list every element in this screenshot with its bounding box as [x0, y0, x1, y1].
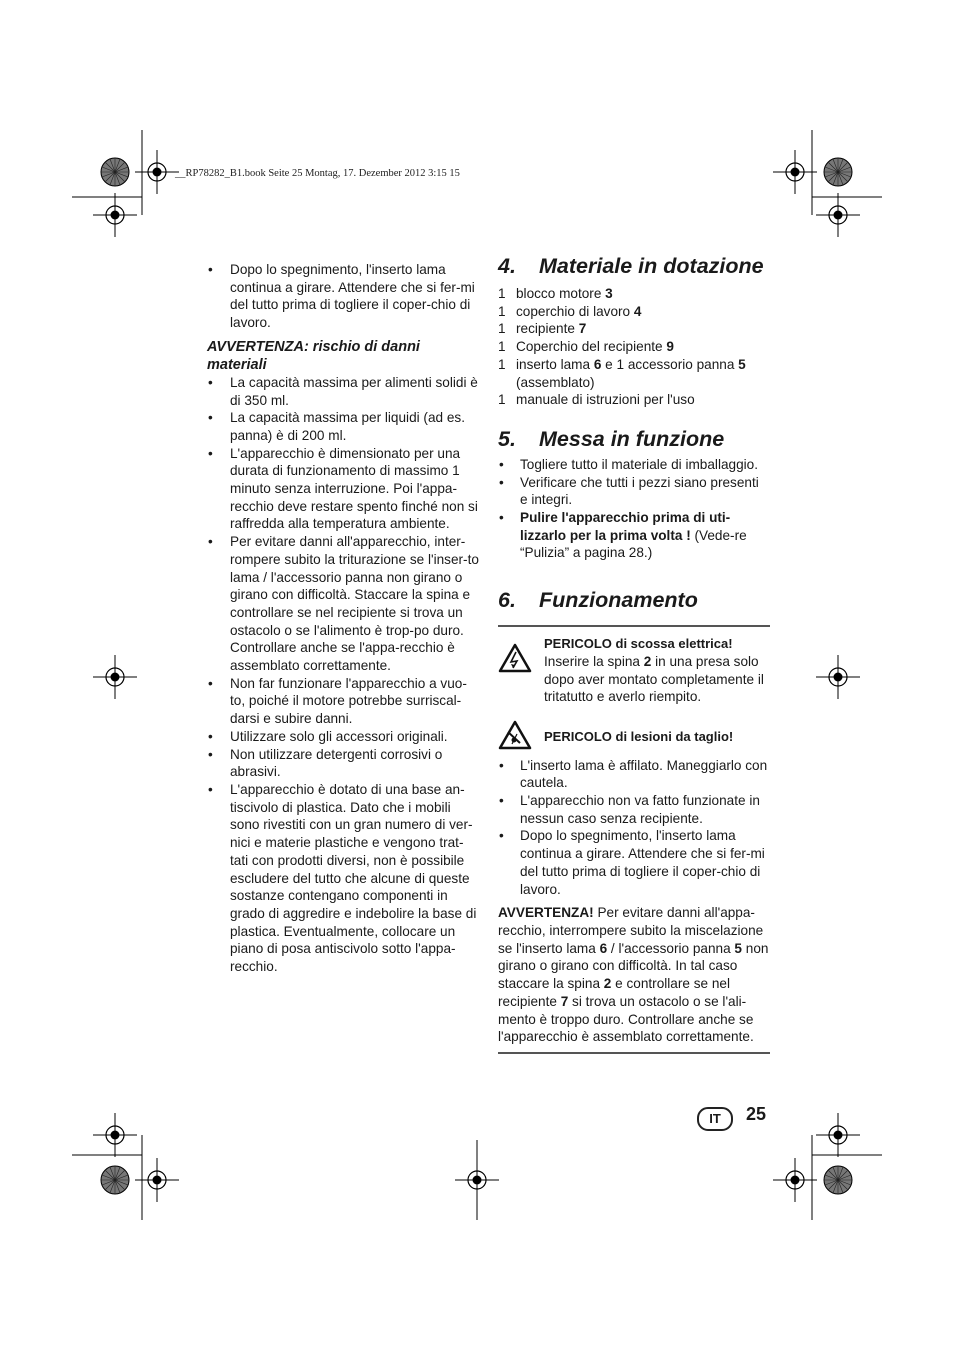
language-badge: IT — [697, 1107, 733, 1131]
electric-danger-notice — [498, 635, 770, 706]
page-number: 25 — [746, 1104, 767, 1124]
list-item: • La capacità massima per liquidi (ad es. panna) è di 200 ml. — [207, 409, 479, 444]
list-item: • Per evitare danni all'apparecchio, inter-rompere subito la triturazione se l'inser-to lama / l'accessorio panna non girano o girano con difficoltà. Staccare la spina e controllare se nel recipiente si trova un ostacolo o se l'alimento è trop-po duro. Controllare anche se l'appa-recchio è assemblato correttamente. — [207, 533, 479, 675]
section-number: 6. — [498, 588, 516, 613]
list-item: • L'apparecchio è dotato di una base an-tiscivolo di plastica. Dato che i mobili sono rivestiti con un gran numero di ver-nici e materie plastiche e vengono trat-tati con prodotti diversi, non è possibile escludere del tutto che alcune di queste sostanze contengano componenti in grado di aggredire e indebolire la base di plastica. Eventualmente, collocare un piano di posa antiscivolo sotto l'appa-recchio. — [207, 781, 479, 976]
list-item: • Dopo lo spegnimento, l'inserto lama continua a girare. Attendere che si fer-mi del tutto prima di togliere il coper-chio di lavoro. — [498, 827, 770, 898]
section-heading — [498, 256, 770, 277]
cut-injury-warning-icon — [498, 720, 544, 755]
registration-cross-mark — [773, 150, 817, 194]
list-item: • L'apparecchio non va fatto funzionate in nessun caso senza recipiente. — [498, 792, 770, 827]
warning-paragraph: AVVERTENZA! Per evitare danni all'appa-recchio, interrompere subito la miscelazione se l'inserto lama 6 / l'accessorio panna 5 non girano o girano con difficoltà. In tal caso staccare la spina 2 e controllare se nel recipiente 7 si trova un ostacolo o se l'ali-mento è troppo duro. Controllare anche se l'apparecchio è assemblato correttamente. — [498, 905, 769, 1045]
registration-star-mark — [824, 158, 852, 186]
contents-list — [498, 285, 770, 409]
danger-title: PERICOLO di scossa elettrica! — [544, 636, 733, 652]
section-heading — [498, 426, 770, 451]
left-column — [207, 261, 479, 976]
danger-title: PERICOLO di lesioni da taglio! — [544, 729, 734, 745]
section-funzionamento — [498, 590, 770, 1054]
list-item: • L'inserto lama è affilato. Maneggiarlo con cautela. — [498, 757, 770, 792]
bullet-list — [207, 261, 479, 332]
section-title: Materiale in dotazione — [539, 254, 764, 278]
registration-cross-mark — [93, 655, 137, 699]
registration-cross-mark — [773, 1158, 817, 1202]
bullet-list — [498, 456, 770, 562]
bullet-list — [207, 374, 479, 976]
list-item: • Verificare che tutti i pezzi siano presenti e integri. — [498, 474, 770, 509]
right-column — [498, 256, 770, 1074]
registration-cross-mark — [816, 1113, 860, 1157]
list-item: • L'apparecchio è dimensionato per una durata di funzionamento di massimo 1 minuto senza interruzione. Poi l'appa-recchio deve restare spento finché non si raffredda alla temperatura ambiente. — [207, 445, 479, 534]
list-item: 1 coperchio di lavoro 4 — [498, 303, 642, 319]
electric-shock-warning-icon — [498, 635, 544, 706]
bullet-list — [498, 757, 770, 899]
list-item: • La capacità massima per alimenti solidi è di 350 ml. — [207, 374, 479, 409]
print-file-info: __RP78282_B1.book Seite 25 Montag, 17. Dezember 2012 3:15 15 — [175, 168, 460, 179]
registration-cross-mark — [816, 193, 860, 237]
danger-block — [498, 625, 770, 1054]
section-title: Messa in funzione — [539, 426, 725, 451]
list-item: • Togliere tutto il materiale di imballaggio. — [498, 456, 770, 474]
list-item: • Dopo lo spegnimento, l'inserto lama continua a girare. Attendere che si fer-mi del tutto prima di togliere il coper-chio di lavoro. — [207, 261, 479, 332]
section-number: 4. — [498, 254, 516, 278]
list-item: 1 blocco motore 3 — [498, 286, 613, 301]
registration-cross-mark — [816, 655, 860, 699]
list-item: 1 recipiente 7 — [498, 321, 587, 337]
section-heading — [498, 590, 770, 611]
list-item: • Pulire l'apparecchio prima di uti-lizzarlo per la prima volta ! (Vede-re “Pulizia” a pagina 28.) — [498, 509, 770, 562]
cut-danger-notice — [498, 720, 770, 755]
registration-star-mark — [824, 1166, 852, 1194]
registration-star-mark — [101, 158, 129, 186]
section-materiale — [498, 256, 770, 409]
registration-cross-mark — [93, 193, 137, 237]
list-item: 1 Coperchio del recipiente 9 — [498, 339, 674, 355]
section-number: 5. — [498, 426, 516, 451]
registration-cross-mark — [93, 1113, 137, 1157]
list-item: • Non utilizzare detergenti corrosivi o abrasivi. — [207, 746, 479, 781]
list-item: 1 manuale di istruzioni per l'uso — [498, 392, 695, 408]
warning-heading: AVVERTENZA: rischio di danni materiali — [207, 338, 420, 373]
list-item: • Utilizzare solo gli accessori originali. — [207, 728, 479, 746]
section-title: Funzionamento — [539, 588, 698, 613]
list-item: 1 inserto lama 6 e 1 accessorio panna 5 (assemblato) — [498, 356, 746, 390]
danger-text: Inserire la spina 2 in una presa solo dopo aver montato completamente il tritatutto e averlo riempito. — [544, 653, 764, 705]
list-item: • Non far funzionare l'apparecchio a vuo-to, poiché il motore potrebbe surriscal-darsi e subire danni. — [207, 675, 479, 728]
registration-star-mark — [101, 1166, 129, 1194]
section-messa-in-funzione — [498, 426, 770, 562]
